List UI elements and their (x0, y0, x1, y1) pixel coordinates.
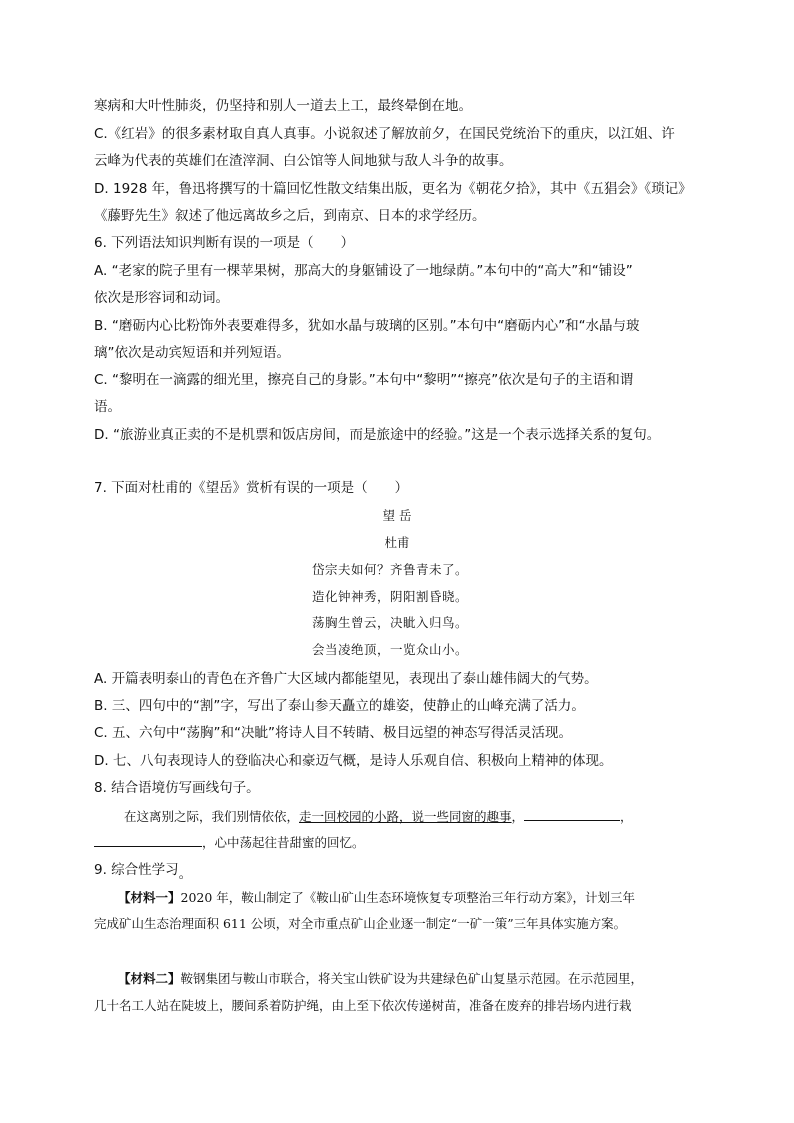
answer-blank-1[interactable] (524, 806, 620, 821)
material-one-cont: 完成矿山生态治理面积 611 公顷，对全市重点矿山企业逐一制定“一矿一策”三年具体实施方案。 (94, 916, 627, 931)
question-9-label: 9. 综合性学习 (94, 862, 179, 878)
question-8: 8. 结合语境仿写画线句子。 (94, 780, 260, 796)
poem-line: 荡胸生曾云，决眦入归鸟。 (312, 615, 469, 630)
poem-author: 杜甫 (384, 535, 410, 550)
sentence-prefix: 在这离别之际，我们别情依依， (124, 809, 300, 824)
option-c: C. 五、六句中“荡胸”和“决眦”将诗人目不转睛、极目远望的神态写得活灵活现。 (94, 725, 572, 741)
text-line: 《藤野先生》叙述了他远离故乡之后，到南京、日本的求学经历。 (94, 208, 486, 224)
option-c-cont: 语。 (94, 399, 121, 415)
material-one-text: 2020 年，鞍山制定了《鞍山矿山生态环境恢复专项整治三年行动方案》，计划三年 (180, 890, 636, 905)
option-c: C. “黎明在一滴露的细光里，擦亮自己的身影。”本句中“黎明”“擦亮”依次是句子的主语和谓 (94, 372, 634, 388)
text-line: C.《红岩》的很多素材取自真人真事。小说叙述了解放前夕，在国民党统治下的重庆，以江姐、许 (94, 126, 675, 142)
text-line: 云峰为代表的英雄们在渣滓洞、白公馆等人间地狱与敌人斗争的故事。 (94, 153, 513, 169)
option-b: B. “磨砺内心比粉饰外表要难得多，犹如水晶与玻璃的区别。”本句中“磨砺内心”和“水晶与玻 (94, 318, 640, 334)
underlined-sentence: 走一回校园的小路，说一些同窗的趣事 (299, 809, 512, 824)
question-9 (94, 860, 192, 880)
sentence-ending: ，心中荡起往昔甜蜜的回忆。 (202, 835, 365, 850)
poem-line: 造化钟神秀，阴阳割昏晓。 (312, 589, 469, 604)
text-line: D. 1928 年，鲁迅将撰写的十篇回忆性散文结集出版，更名为《朝花夕拾》，其中《五猖会》《琐记》 (94, 181, 692, 197)
text-line: 寒病和大叶性肺炎，仍坚持和别人一道去上工，最终晕倒在地。 (94, 98, 472, 114)
poem-line: 岱宗夫如何？齐鲁青未了。 (312, 562, 469, 577)
poem-title: 望 岳 (382, 508, 412, 523)
material-two-text: 鞍钢集团与鞍山市联合，将关宝山铁矿设为共建绿色矿山复垦示范园。在示范园里， (180, 971, 644, 986)
option-d: D. 七、八句表现诗人的登临决心和豪迈气概，是诗人乐观自信、积极向上精神的体现。 (94, 753, 613, 769)
material-two-cont: 几十名工人站在陡坡上，腰间系着防护绳，由上至下依次传递树苗，准备在废弃的排岩场内进行栽 (94, 998, 632, 1013)
imitation-sentence-cont (94, 832, 365, 853)
answer-blank-2[interactable] (94, 832, 202, 847)
option-d: D. “旅游业真正卖的不是机票和饭店房间，而是旅途中的经验。”这是一个表示选择关系的复句。 (94, 427, 661, 443)
question-7: 7. 下面对杜甫的《望岳》赏析有误的一项是（ ） (94, 480, 409, 496)
option-a: A. “老家的院子里有一棵苹果树，那高大的身躯铺设了一地绿荫。”本句中的“高大”和“铺设” (94, 263, 633, 279)
question-6: 6. 下列语法知识判断有误的一项是（ ） (94, 235, 355, 251)
option-b-cont: 璃”依次是动宾短语和并列短语。 (94, 345, 290, 361)
material-one-label: 【材料一】 (118, 890, 181, 905)
option-b: B. 三、四句中的“割”字，写出了泰山参天矗立的雄姿，使静止的山峰充满了活力。 (94, 698, 585, 714)
material-two-label: 【材料二】 (118, 971, 181, 986)
option-a: A. 开篇表明泰山的青色在齐鲁广大区域内都能望见，表现出了泰山雄伟阔大的气势。 (94, 671, 598, 687)
option-a-cont: 依次是形容词和动词。 (94, 290, 229, 306)
sentence-comma: ， (511, 809, 525, 824)
material-two (118, 969, 643, 989)
question-9-dot: 。 (178, 866, 193, 882)
poem-line: 会当凌绝顶，一览众山小。 (312, 642, 469, 657)
imitation-sentence: 在这离别之际，我们别情依依，走一回校园的小路，说一些同窗的趣事， ， (124, 806, 633, 827)
material-one (118, 888, 635, 908)
